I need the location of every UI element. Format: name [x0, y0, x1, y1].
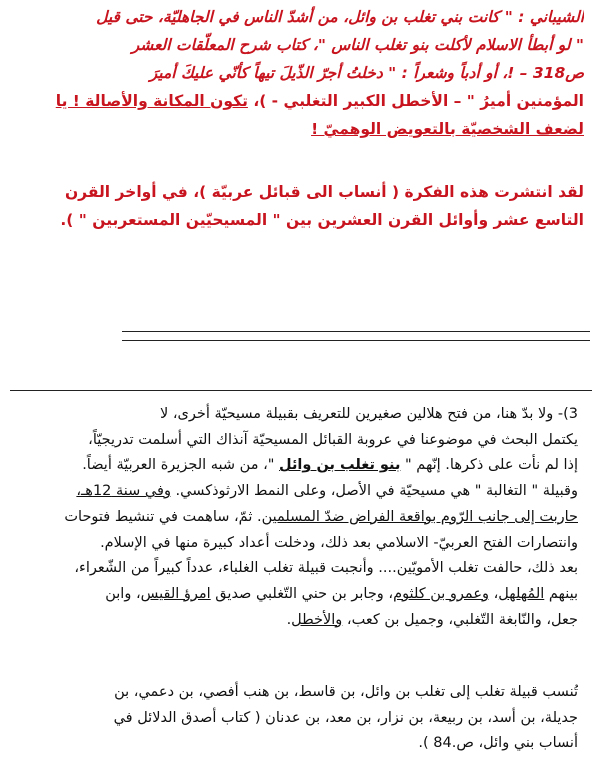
fn-line-3: [8, 453, 578, 479]
fn-line-3c: "، من شبه الجزيرة العربيّة أيضاً.: [82, 457, 280, 474]
fn-line-1: 3)- ولا بدّ هنا، من فتح هلالين صغيرين للتعريف بقبيلة مسيحيّة أخرى، لا: [159, 406, 578, 422]
red-line-5: لضعف الشخصيّة بالتعويض الوهميّ !: [311, 120, 584, 138]
double-separator: [122, 331, 590, 341]
red-line-4: [6, 87, 584, 115]
footnote-rule: [10, 390, 592, 391]
fn-line-8: [8, 582, 578, 608]
fn-line-8f: امرؤ القيس: [140, 585, 211, 602]
fn-line-8b: المُهلهل: [498, 585, 545, 602]
fn-line-4a: وقبيلة " التغالبة " هي مسيحيّة في الأصل، وعلى النمط الارثوذكسي.: [170, 483, 578, 500]
fn-line-9c: .: [286, 611, 292, 628]
fn-line-9a: جعل، والنّابغة التّغلبي، وجميل بن كعب،: [342, 611, 578, 628]
lineage-paragraph: [8, 680, 578, 757]
red2-line-2: التاسع عشر وأوائل القرن العشرين بين " المسيحيّين المستعربين " ).: [60, 211, 584, 229]
red-paragraph-2: [6, 178, 584, 234]
lineage-line-3: أنساب بني وائل، ص.84 ).: [418, 735, 578, 752]
footnote-paragraph: [8, 402, 578, 633]
red-paragraph-1: [6, 3, 584, 143]
fn-line-8a: بينهم: [544, 585, 578, 602]
red-line-1: الشيباني : " كانت بني تغلب بن وائل، من أشدّ الناس في الجاهليّة، حتى قيل: [96, 8, 584, 26]
fn-line-3b: بنو تغلب بن وائل: [279, 457, 401, 474]
fn-line-8e: ، وجابر بن حني التّغلبي صديق: [210, 585, 394, 602]
fn-line-3a: إذا لم نأت على ذكرها. إنّهم ": [400, 457, 578, 474]
fn-line-6: وانتصارات الفتح العربيّ- الاسلامي بعد ذلك، ودخلت أعداد كبيرة منها في الإسلام.: [100, 534, 578, 551]
red-line-3: ص318 – !، أو أدباً وشعراً : " دخلتُ أجرّ الذّيلَ تيهاً كأنّي عليكَ أميرَ: [149, 64, 584, 82]
red-line-4b: تكون المكانة والأصالة ! يا: [55, 92, 248, 110]
fn-line-2: يكتمل البحث في موضوعنا في عروبة القبائل المسيحيّة آنذاك التي أسلمت تدريجيّاً،: [88, 431, 578, 448]
fn-line-5b: . ثمّ، ساهمت في تنشيط فتوحات: [64, 508, 262, 525]
lineage-line-1: تُنسب قبيلة تغلب إلى تغلب بن وائل، بن قاسط، بن هنب أفصي، بن دعمي، بن: [114, 684, 578, 700]
fn-line-4: [8, 479, 578, 505]
fn-line-8d: وعمرو بن كلثوم: [393, 585, 489, 602]
lineage-line-2: جديلة، بن أسد، بن ربيعة، بن نزار، بن معد، بن عدنان ( كتاب أصدق الدلائل في: [113, 709, 578, 726]
red2-line-1: لقد انتشرت هذه الفكرة ( أنساب الى قبائل عربيّة )، في أواخر القرن: [64, 183, 584, 201]
fn-line-7: بعد ذلك، حالفت تغلب الأمويّين.... وأنجبت قبيلة تغلب الغلباء، عدداً كبيراً من الشّعراء،: [74, 560, 578, 577]
red-line-2: " لو أبطأ الاسلام لأكلت بنو تغلب الناس "، كتاب شرح المعلّقات العشر: [131, 36, 584, 54]
fn-line-9: [8, 608, 578, 634]
red-line-4a: المؤمنين أميرُ " – الأخطل الكبير التغلبي - )،: [247, 92, 584, 110]
fn-line-9b: والأخطل: [291, 611, 343, 628]
fn-line-5a: حاربت إلى جانب الرّوم بواقعة الفراض ضدّ المسلمين: [261, 508, 578, 525]
fn-line-4b: وفي سنة 12هـ،: [76, 483, 171, 500]
fn-line-8g: ، وابن: [105, 585, 141, 602]
fn-line-8c: ،: [488, 585, 499, 602]
fn-line-5: [8, 505, 578, 531]
